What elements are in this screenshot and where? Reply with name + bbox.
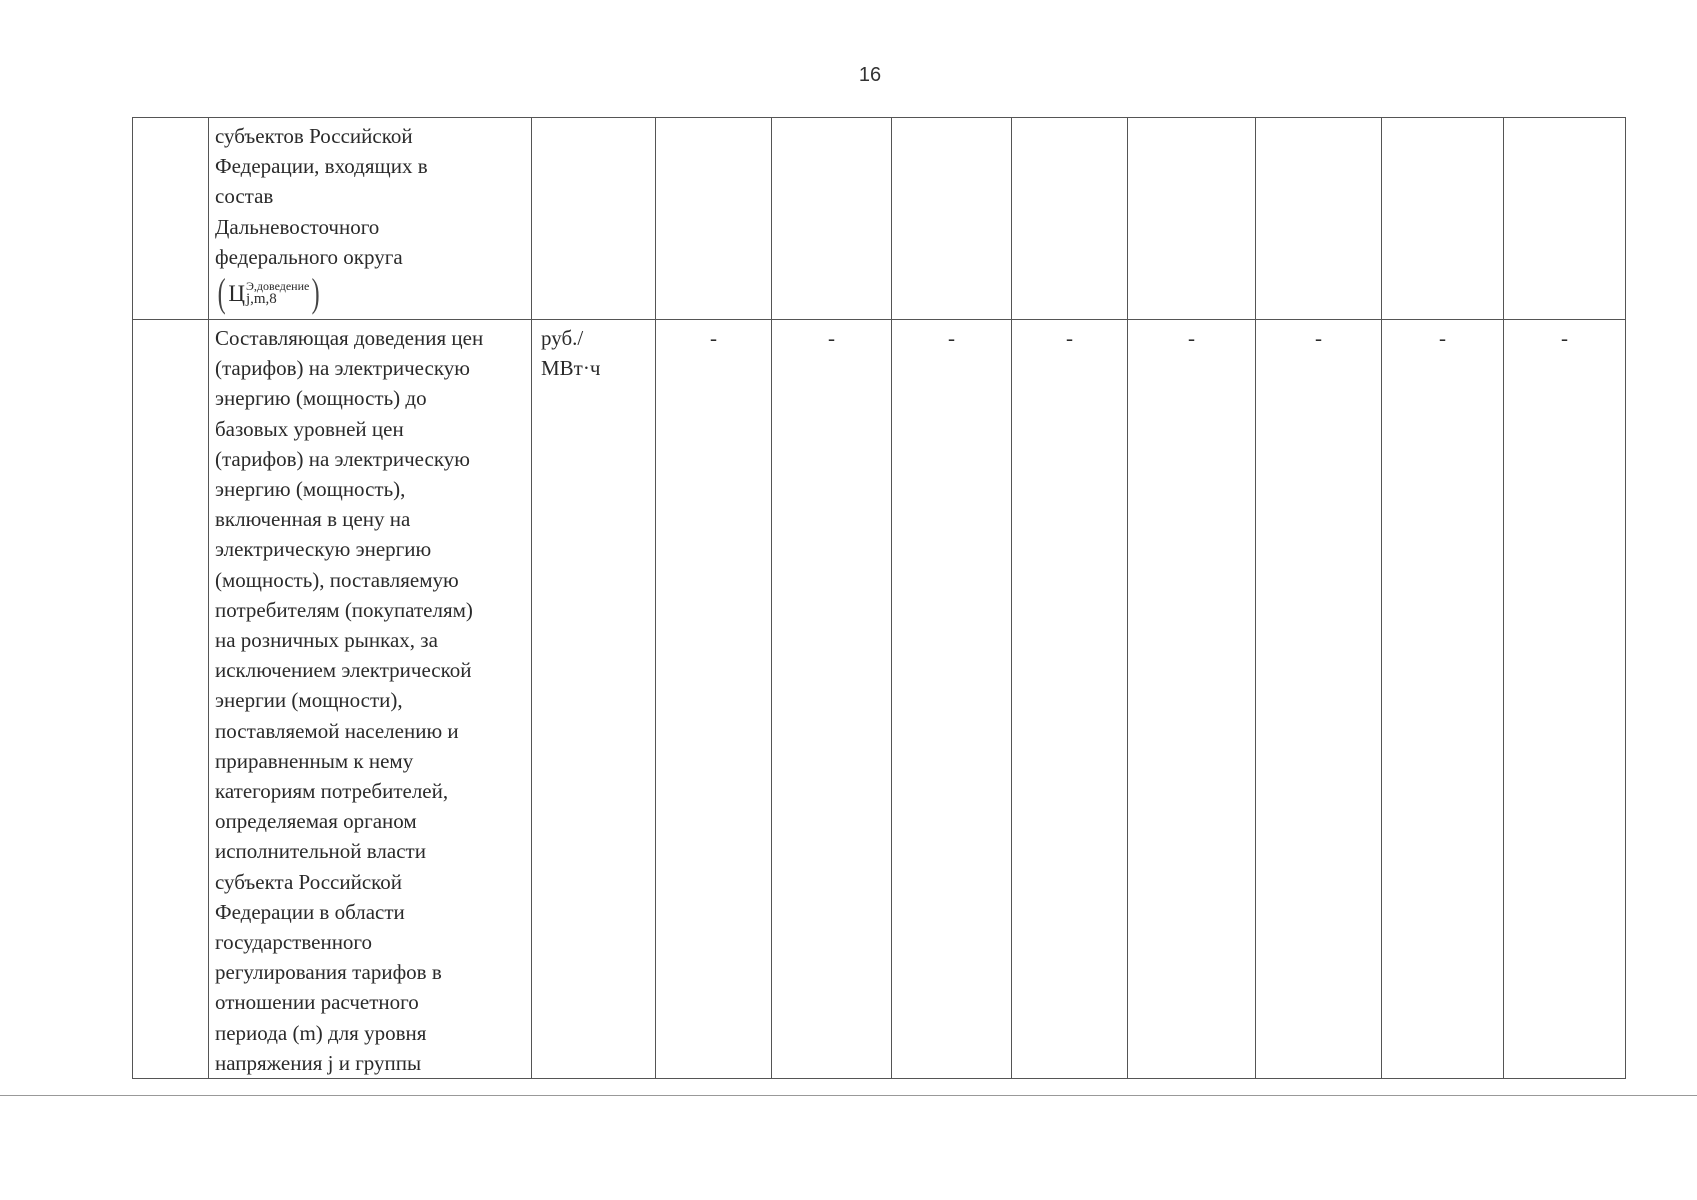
unit-line: МВт·ч: [541, 356, 601, 381]
description-line: приравненным к нему: [215, 748, 414, 773]
description-line: состав: [215, 184, 274, 209]
page-bottom-rule: [0, 1095, 1697, 1096]
description-line: субъектов Российской: [215, 124, 413, 148]
description-line: федерального округа: [215, 244, 403, 269]
description-line: субъекта Российской: [215, 869, 403, 894]
description-line: периода (m) для уровня: [215, 1020, 427, 1045]
formula-subscript: j,m,8: [245, 290, 277, 307]
description-line: Федерации, входящих в: [215, 154, 428, 179]
description-cell-continuation: [209, 118, 532, 320]
unit-line: руб./: [541, 326, 584, 350]
value-cell: -: [772, 320, 892, 1079]
description-line: энергию (мощность),: [215, 477, 406, 502]
value-cell: [1256, 118, 1382, 320]
description-line: энергии (мощности),: [215, 688, 403, 713]
value-cell: -: [1256, 320, 1382, 1079]
description-line: поставляемой населению и: [215, 718, 459, 743]
formula-base: Ц: [228, 280, 245, 306]
value-cell: -: [892, 320, 1012, 1079]
description-line: Дальневосточного: [215, 214, 380, 239]
value-cell: [1128, 118, 1256, 320]
table-row-continuation: [133, 118, 1626, 320]
index-cell: [133, 118, 209, 320]
page-number: 16: [858, 64, 882, 86]
description-line: напряжения j и группы: [215, 1050, 422, 1075]
description-line: энергию (мощность) до: [215, 386, 427, 411]
value-cell: -: [1504, 320, 1626, 1079]
description-line: потребителям (покупателям): [215, 597, 473, 622]
value-cell: [1382, 118, 1504, 320]
description-line: (тарифов) на электрическую: [215, 356, 470, 381]
formula-superscript: Э,доведение: [245, 278, 310, 293]
description-line: определяемая органом: [215, 809, 417, 834]
description-line: Федерации в области: [215, 899, 405, 924]
tariff-table: [132, 117, 1626, 1079]
table-row-main: [133, 320, 1626, 1079]
unit-cell-continuation: [532, 118, 656, 320]
index-cell: [133, 320, 209, 1079]
unit-cell: [532, 320, 656, 1079]
description-line: регулирования тарифов в: [215, 960, 442, 985]
value-cell: -: [1128, 320, 1256, 1079]
left-parenthesis: (: [217, 270, 226, 316]
description-line: на розничных рынках, за: [215, 628, 438, 653]
description-line: категориям потребителей,: [215, 779, 449, 804]
formula-symbol: [215, 270, 323, 316]
description-line: базовых уровней цен: [215, 416, 404, 441]
value-cell: [656, 118, 772, 320]
description-line: (мощность), поставляемую: [215, 567, 459, 592]
description-line: исполнительной власти: [215, 839, 426, 864]
description-line: включенная в цену на: [215, 507, 411, 532]
description-line: отношении расчетного: [215, 990, 419, 1015]
value-cell: [772, 118, 892, 320]
description-line: электрическую энергию: [215, 537, 432, 562]
description-line: (тарифов) на электрическую: [215, 446, 470, 471]
description-line: государственного: [215, 930, 373, 955]
value-cell: [892, 118, 1012, 320]
value-cell: [1012, 118, 1128, 320]
description-cell: [209, 320, 532, 1079]
value-cell: -: [1382, 320, 1504, 1079]
description-line: Составляющая доведения цен: [215, 326, 484, 350]
description-line: исключением электрической: [215, 658, 472, 683]
value-cell: [1504, 118, 1626, 320]
right-parenthesis: ): [312, 270, 321, 316]
value-cell: -: [1012, 320, 1128, 1079]
value-cell: -: [656, 320, 772, 1079]
